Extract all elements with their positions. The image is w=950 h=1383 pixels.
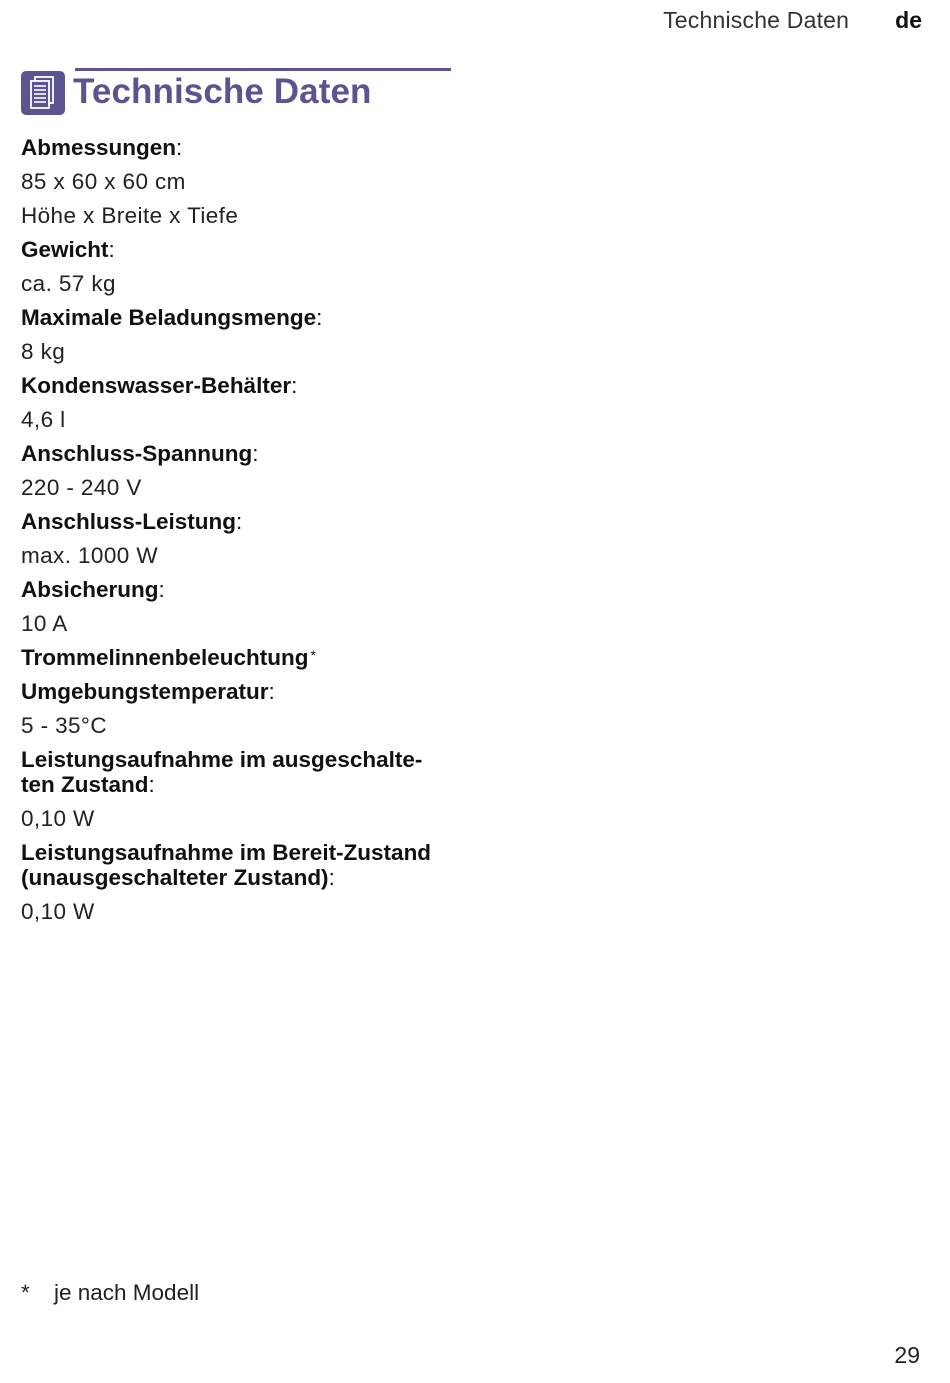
spec-label-colon: : xyxy=(268,679,275,704)
language-code: de xyxy=(895,7,922,33)
spec-label-colon: : xyxy=(108,237,115,262)
spec-value: 85 x 60 x 60 cm xyxy=(21,169,186,194)
document-list-icon xyxy=(21,71,65,115)
spec-label xyxy=(21,743,461,802)
spec-label-colon: : xyxy=(148,772,155,797)
spec-value: 220 - 240 V xyxy=(21,475,142,500)
spec-item xyxy=(21,675,461,743)
spec-label-text: Anschluss-Spannung xyxy=(21,441,253,466)
spec-label xyxy=(21,836,461,895)
spec-label xyxy=(21,131,461,165)
spec-item xyxy=(21,131,461,233)
footnote-mark: * xyxy=(21,1280,30,1305)
spec-item xyxy=(21,836,461,929)
spec-value: 8 kg xyxy=(21,339,66,364)
spec-item xyxy=(21,573,461,641)
spec-label-text: Anschluss-Leistung xyxy=(21,509,237,534)
spec-label-colon: : xyxy=(316,305,323,330)
spec-value: max. 1000 W xyxy=(21,543,158,568)
footnote-text: je nach Modell xyxy=(54,1280,200,1305)
spec-label xyxy=(21,573,461,607)
spec-label-text: (unausgeschalteter Zustand) xyxy=(21,865,329,890)
spec-item xyxy=(21,743,461,836)
spec-label xyxy=(21,675,461,709)
spec-label-text: Kondenswasser-Behälter xyxy=(21,373,292,398)
footnote-reference: * xyxy=(310,647,316,663)
spec-value: 0,10 W xyxy=(21,899,95,924)
spec-label-text: Abmessungen xyxy=(21,135,177,160)
spec-value: 10 A xyxy=(21,611,68,636)
spec-value: 4,6 l xyxy=(21,407,66,432)
page-title: Technische Daten xyxy=(73,72,372,111)
running-header xyxy=(663,7,922,34)
spec-item xyxy=(21,641,461,675)
spec-label-colon: : xyxy=(176,135,183,160)
spec-label-colon: : xyxy=(252,441,259,466)
spec-label-text: Gewicht xyxy=(21,237,109,262)
spec-label xyxy=(21,505,461,539)
spec-label xyxy=(21,437,461,471)
spec-item xyxy=(21,369,461,437)
heading-rule xyxy=(75,68,451,71)
spec-label-text: Absicherung xyxy=(21,577,159,602)
spec-label-text: Maximale Beladungsmenge xyxy=(21,305,317,330)
spec-item xyxy=(21,437,461,505)
spec-label-text: ten Zustand xyxy=(21,772,149,797)
spec-value: 0,10 W xyxy=(21,806,95,831)
spec-label xyxy=(21,369,461,403)
footnote xyxy=(21,1280,199,1306)
spec-item xyxy=(21,301,461,369)
spec-label-text: Leistungsaufnahme im Bereit-Zustand xyxy=(21,840,432,865)
spec-label xyxy=(21,233,461,267)
spec-label-colon: : xyxy=(158,577,165,602)
spec-label-text: Umgebungstemperatur xyxy=(21,679,269,704)
spec-list xyxy=(21,131,461,929)
running-header-section: Technische Daten xyxy=(663,7,850,33)
spec-label-text: Leistungsaufnahme im ausgeschalte- xyxy=(21,747,423,772)
spec-label xyxy=(21,641,461,675)
spec-label-text: Trommelinnenbeleuchtung xyxy=(21,645,309,670)
spec-value: Höhe x Breite x Tiefe xyxy=(21,203,239,228)
spec-label xyxy=(21,301,461,335)
spec-item xyxy=(21,233,461,301)
section-heading xyxy=(21,68,451,114)
spec-label-colon: : xyxy=(328,865,335,890)
spec-label-colon: : xyxy=(291,373,298,398)
page-number: 29 xyxy=(894,1342,920,1368)
spec-item xyxy=(21,505,461,573)
spec-value: ca. 57 kg xyxy=(21,271,116,296)
spec-label-colon: : xyxy=(236,509,243,534)
spec-value: 5 - 35°C xyxy=(21,713,107,738)
